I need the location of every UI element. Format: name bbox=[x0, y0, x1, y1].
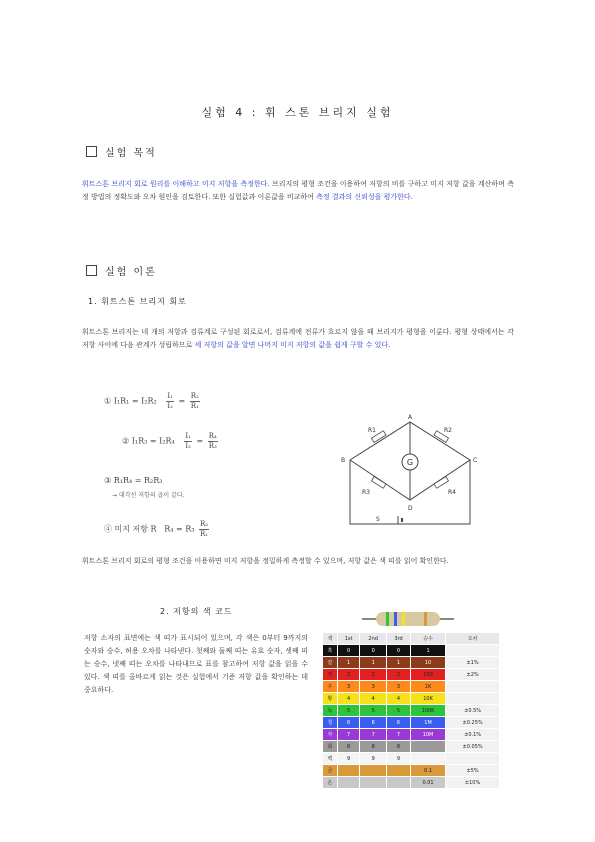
color-code-header-cell: 2nd bbox=[360, 633, 387, 645]
color-code-cell: 10M bbox=[410, 729, 445, 741]
color-code-cell: 6 bbox=[337, 717, 359, 729]
color-code-cell: 10K bbox=[410, 693, 445, 705]
galvanometer-label: G bbox=[406, 458, 414, 467]
resistor-band-4 bbox=[424, 612, 427, 626]
resistor-label-r2: R2 bbox=[444, 427, 452, 434]
color-code-cell: 1K bbox=[410, 681, 445, 693]
color-code-row bbox=[323, 705, 500, 717]
color-code-cell: 은 bbox=[323, 777, 338, 789]
section-heading-theory-label: 실험 이론 bbox=[105, 267, 157, 278]
color-code-cell: 2 bbox=[337, 669, 359, 681]
color-code-cell bbox=[446, 753, 500, 765]
color-code-row bbox=[323, 729, 500, 741]
purpose-text-blue-b: 측정 결과의 신뢰성을 평가한다. bbox=[313, 193, 413, 201]
equation-3: ③ R₁R₄ = R₂R₃ bbox=[104, 476, 163, 485]
color-code-cell bbox=[446, 693, 500, 705]
color-code-cell: ±2% bbox=[446, 669, 500, 681]
resistor-label-r3: R3 bbox=[362, 489, 370, 496]
color-code-header-cell: 3rd bbox=[387, 633, 411, 645]
color-code-paragraph: 저항 소자의 표면에는 색 띠가 표시되어 있으며, 각 색은 0부터 9까지의 숫자와 승수, 허용 오차를 나타낸다. 첫째와 둘째 띠는 유효 숫자, 셋째 띠는 승수, 넷째 띠는 오차를 나타내므로 표를 참고하여 저항 값을 읽을 수 있다. 색 띠를 올바르게 읽는 것은 실험에서 기준 저항 값을 확인하는 데 중요하다. bbox=[84, 634, 308, 694]
color-code-cell: 0.01 bbox=[410, 777, 445, 789]
color-code-cell: ±0.05% bbox=[446, 741, 500, 753]
color-code-row bbox=[323, 777, 500, 789]
color-code-cell: 5 bbox=[360, 705, 387, 717]
color-code-cell bbox=[337, 765, 359, 777]
color-code-cell: 9 bbox=[337, 753, 359, 765]
section-heading-purpose bbox=[86, 144, 157, 159]
color-code-cell: 6 bbox=[387, 717, 411, 729]
theory-text-black: 휘트스톤 브리지는 네 개의 저항과 검류계로 구성된 회로로서, 검류계에 전류가 흐르지 않을 때 브리지가 평형을 이룬다. 평형 상태에서는 각 저항 사이에 다음 관계가 성립하므로 bbox=[82, 328, 514, 349]
color-code-cell: 7 bbox=[387, 729, 411, 741]
equation-4-label: 미지 저항 R bbox=[114, 524, 157, 534]
color-code-row bbox=[323, 753, 500, 765]
equation-1: ① I₁R₁ = I₂R₂ $\frac{\text{I₁}}{\text{I₂}}$ = $\frac{\text{R₂}}{\text{R₁}}$ bbox=[104, 392, 199, 410]
color-code-cell: 0 bbox=[360, 645, 387, 657]
resistor-band-1 bbox=[386, 612, 389, 626]
purpose-text-blue-a: 휘트스톤 브리지 회로 원리를 이해하고 미지 저항을 측정한다. bbox=[82, 180, 270, 188]
color-code-cell: 4 bbox=[337, 693, 359, 705]
color-code-cell: 8 bbox=[337, 741, 359, 753]
color-code-row bbox=[323, 693, 500, 705]
color-code-cell bbox=[446, 645, 500, 657]
equation-3-note: → 대각선 저항의 곱이 같다. bbox=[112, 492, 185, 499]
purpose-paragraph bbox=[82, 178, 514, 204]
color-code-cell: 6 bbox=[360, 717, 387, 729]
color-code-row bbox=[323, 765, 500, 777]
color-code-cell: 1 bbox=[360, 657, 387, 669]
equation-4-number: ④ bbox=[104, 524, 112, 534]
equation-1-number: ① bbox=[104, 396, 112, 406]
color-code-cell: 4 bbox=[360, 693, 387, 705]
resistor-r3 bbox=[371, 477, 386, 489]
checkbox-square-icon bbox=[86, 265, 97, 276]
color-code-cell: ±10% bbox=[446, 777, 500, 789]
color-code-cell: 금 bbox=[323, 765, 338, 777]
resistor-band-3 bbox=[402, 612, 405, 626]
after-diagram-paragraph: 휘트스톤 브리지 회로의 평형 조건을 이용하면 미지 저항을 정밀하게 측정할 수 있으며, 저항 값은 색 띠를 읽어 확인한다. bbox=[82, 557, 449, 565]
color-code-row bbox=[323, 741, 500, 753]
color-code-cell: ±0.25% bbox=[446, 717, 500, 729]
color-code-cell: 1 bbox=[387, 657, 411, 669]
color-code-cell: 100K bbox=[410, 705, 445, 717]
color-code-cell: 3 bbox=[360, 681, 387, 693]
color-code-cell: 0.1 bbox=[410, 765, 445, 777]
color-code-cell: 흑 bbox=[323, 645, 338, 657]
color-code-cell bbox=[360, 765, 387, 777]
resistor-band-2 bbox=[394, 612, 397, 626]
color-code-cell bbox=[387, 765, 411, 777]
page-title: 실험 4 : 휘 스톤 브리지 실험 bbox=[201, 106, 394, 119]
color-code-header-cell: 승수 bbox=[410, 633, 445, 645]
color-code-cell: 2 bbox=[387, 669, 411, 681]
equation-2: ② I₁R₃ = I₂R₄ $\frac{\text{I₁}}{\text{I₂}}$ = $\frac{\text{R₄}}{\text{R₃}}$ bbox=[122, 432, 217, 450]
color-code-cell: 회 bbox=[323, 741, 338, 753]
wheatstone-bridge-diagram bbox=[340, 412, 480, 532]
color-code-cell: 황 bbox=[323, 693, 338, 705]
resistor-label-r1: R1 bbox=[368, 427, 376, 434]
color-code-cell: 10 bbox=[410, 657, 445, 669]
color-code-cell bbox=[410, 753, 445, 765]
color-code-header-cell: 1st bbox=[337, 633, 359, 645]
node-label-d: D bbox=[408, 505, 413, 512]
color-code-cell: 100 bbox=[410, 669, 445, 681]
color-code-cell: 7 bbox=[360, 729, 387, 741]
color-code-header-cell: 오차 bbox=[446, 633, 500, 645]
color-code-cell: 청 bbox=[323, 717, 338, 729]
equation-2-number: ② bbox=[122, 436, 130, 446]
purpose-text-black: 브리지의 평형 조건을 이용하여 저항의 비를 구하고 미지 저항 값을 계산하며 측정 방법의 정확도와 오차 원인을 검토한다. 또한 실험값과 이론값을 비교하여 bbox=[82, 180, 514, 201]
color-code-cell: 자 bbox=[323, 729, 338, 741]
resistor-label-r4: R4 bbox=[448, 489, 456, 496]
color-code-cell: 5 bbox=[337, 705, 359, 717]
color-code-row bbox=[323, 717, 500, 729]
color-code-row bbox=[323, 657, 500, 669]
color-code-cell: 1M bbox=[410, 717, 445, 729]
color-code-cell: 5 bbox=[387, 705, 411, 717]
color-code-cell: 4 bbox=[387, 693, 411, 705]
color-code-cell: 1 bbox=[410, 645, 445, 657]
color-code-header-cell: 색 bbox=[323, 633, 338, 645]
color-code-cell bbox=[360, 777, 387, 789]
section-heading-purpose-label: 실험 목적 bbox=[105, 148, 157, 159]
node-label-b: B bbox=[341, 457, 346, 464]
color-code-cell: 3 bbox=[337, 681, 359, 693]
color-code-cell: 갈 bbox=[323, 657, 338, 669]
color-code-cell: 0 bbox=[337, 645, 359, 657]
color-code-cell: ±0.1% bbox=[446, 729, 500, 741]
color-code-cell: 7 bbox=[337, 729, 359, 741]
color-code-cell: ±1% bbox=[446, 657, 500, 669]
color-code-cell bbox=[446, 681, 500, 693]
color-code-row bbox=[323, 681, 500, 693]
color-code-cell: 9 bbox=[387, 753, 411, 765]
theory-paragraph bbox=[82, 326, 514, 352]
color-code-cell: 8 bbox=[387, 741, 411, 753]
color-code-cell: 8 bbox=[360, 741, 387, 753]
color-code-table bbox=[322, 632, 500, 789]
color-code-cell: 녹 bbox=[323, 705, 338, 717]
color-code-cell bbox=[410, 741, 445, 753]
section-heading-theory bbox=[86, 263, 157, 278]
color-code-cell: ±0.5% bbox=[446, 705, 500, 717]
checkbox-square-icon bbox=[86, 146, 97, 157]
color-code-table-wrap bbox=[322, 632, 500, 789]
node-label-c: C bbox=[473, 457, 478, 464]
resistor-illustration bbox=[372, 612, 444, 626]
color-code-cell: 2 bbox=[360, 669, 387, 681]
color-code-cell bbox=[337, 777, 359, 789]
color-code-row bbox=[323, 645, 500, 657]
color-code-header-row bbox=[323, 633, 500, 645]
color-code-heading: 2. 저항의 색 코드 bbox=[160, 607, 233, 616]
color-code-cell: 9 bbox=[360, 753, 387, 765]
color-code-cell: 3 bbox=[387, 681, 411, 693]
color-code-cell: 적 bbox=[323, 669, 338, 681]
node-label-a: A bbox=[408, 414, 413, 421]
resistor-r4 bbox=[434, 477, 449, 489]
equation-4: ④ 미지 저항 R R₄ = R₃ $\frac{\text{R₂}}{\text{R₁}}$ bbox=[104, 520, 209, 538]
switch-label: S bbox=[376, 516, 380, 523]
theory-subheading: 1. 휘트스톤 브리지 회로 bbox=[88, 297, 187, 306]
color-code-cell: 백 bbox=[323, 753, 338, 765]
color-code-cell: 1 bbox=[337, 657, 359, 669]
color-code-cell: 주 bbox=[323, 681, 338, 693]
theory-text-blue: 세 저항의 값을 알면 나머지 미지 저항의 값을 쉽게 구할 수 있다. bbox=[192, 341, 391, 349]
color-code-cell: 0 bbox=[387, 645, 411, 657]
color-code-cell: ±5% bbox=[446, 765, 500, 777]
equation-3-number: ③ bbox=[104, 476, 112, 485]
color-code-row bbox=[323, 669, 500, 681]
color-code-cell bbox=[387, 777, 411, 789]
